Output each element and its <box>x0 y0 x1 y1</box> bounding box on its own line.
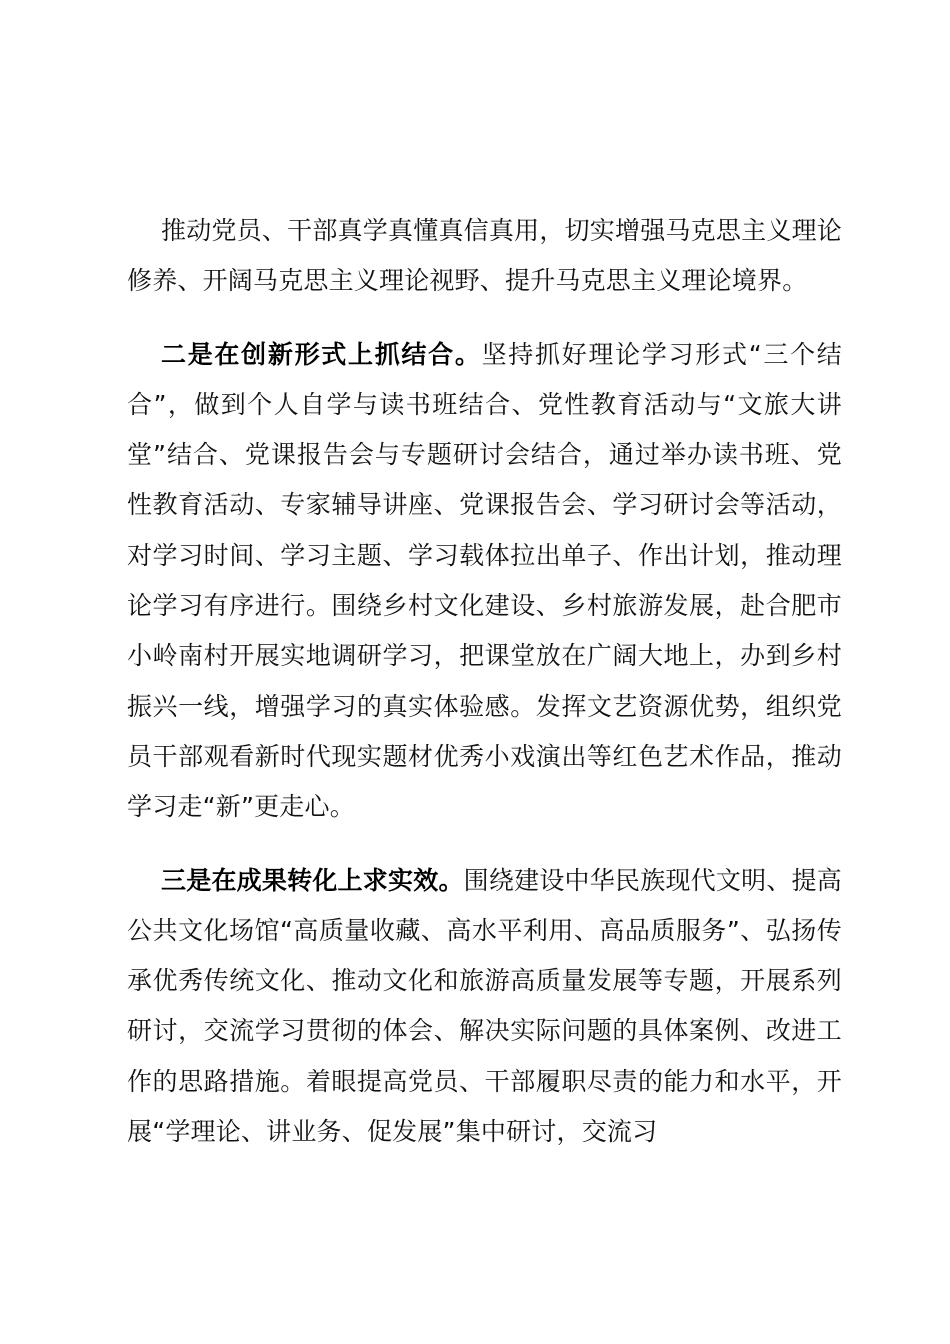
paragraph-1 <box>127 206 842 307</box>
paragraph-2-lead: 二是在创新形式上抓结合。 <box>161 339 482 369</box>
paragraph-3-text: 围绕建设中华民族现代文明、提高公共文化场馆“高质量收藏、高水平利用、高品质服务”、弘扬传承优秀传统文化、推动文化和旅游高质量发展等专题，开展系列研讨，交流学习贯彻的体会、解决实际问题的具体案例、改进工作的思路措施。着眼提高党员、干部履职尽责的能力和水平，开展“学理论、讲业务、促发展”集中研讨，交流习 <box>127 865 842 1147</box>
paragraph-1-text: 推动党员、干部真学真懂真信真用，切实增强马克思主义理论修养、开阔马克思主义理论视野、提升马克思主义理论境界。 <box>127 216 842 296</box>
paragraph-3-lead: 三是在成果转化上求实效。 <box>161 865 464 895</box>
document-body <box>127 206 842 1157</box>
paragraph-2-text: 坚持抓好理论学习形式“三个结合”，做到个人自学与读书班结合、党性教育活动与“文旅大讲堂”结合、党课报告会与专题研讨会结合，通过举办读书班、党性教育活动、专家辅导讲座、党课报告会、学习研讨会等活动，对学习时间、学习主题、学习载体拉出单子、作出计划，推动理论学习有序进行。围绕乡村文化建设、乡村旅游发展，赴合肥市小岭南村开展实地调研学习，把课堂放在广阔大地上，办到乡村振兴一线，增强学习的真实体验感。发挥文艺资源优势，组织党员干部观看新时代现实题材优秀小戏演出等红色艺术作品，推动学习走“新”更走心。 <box>127 339 842 822</box>
paragraph-3 <box>127 856 842 1158</box>
paragraph-2 <box>127 330 842 833</box>
